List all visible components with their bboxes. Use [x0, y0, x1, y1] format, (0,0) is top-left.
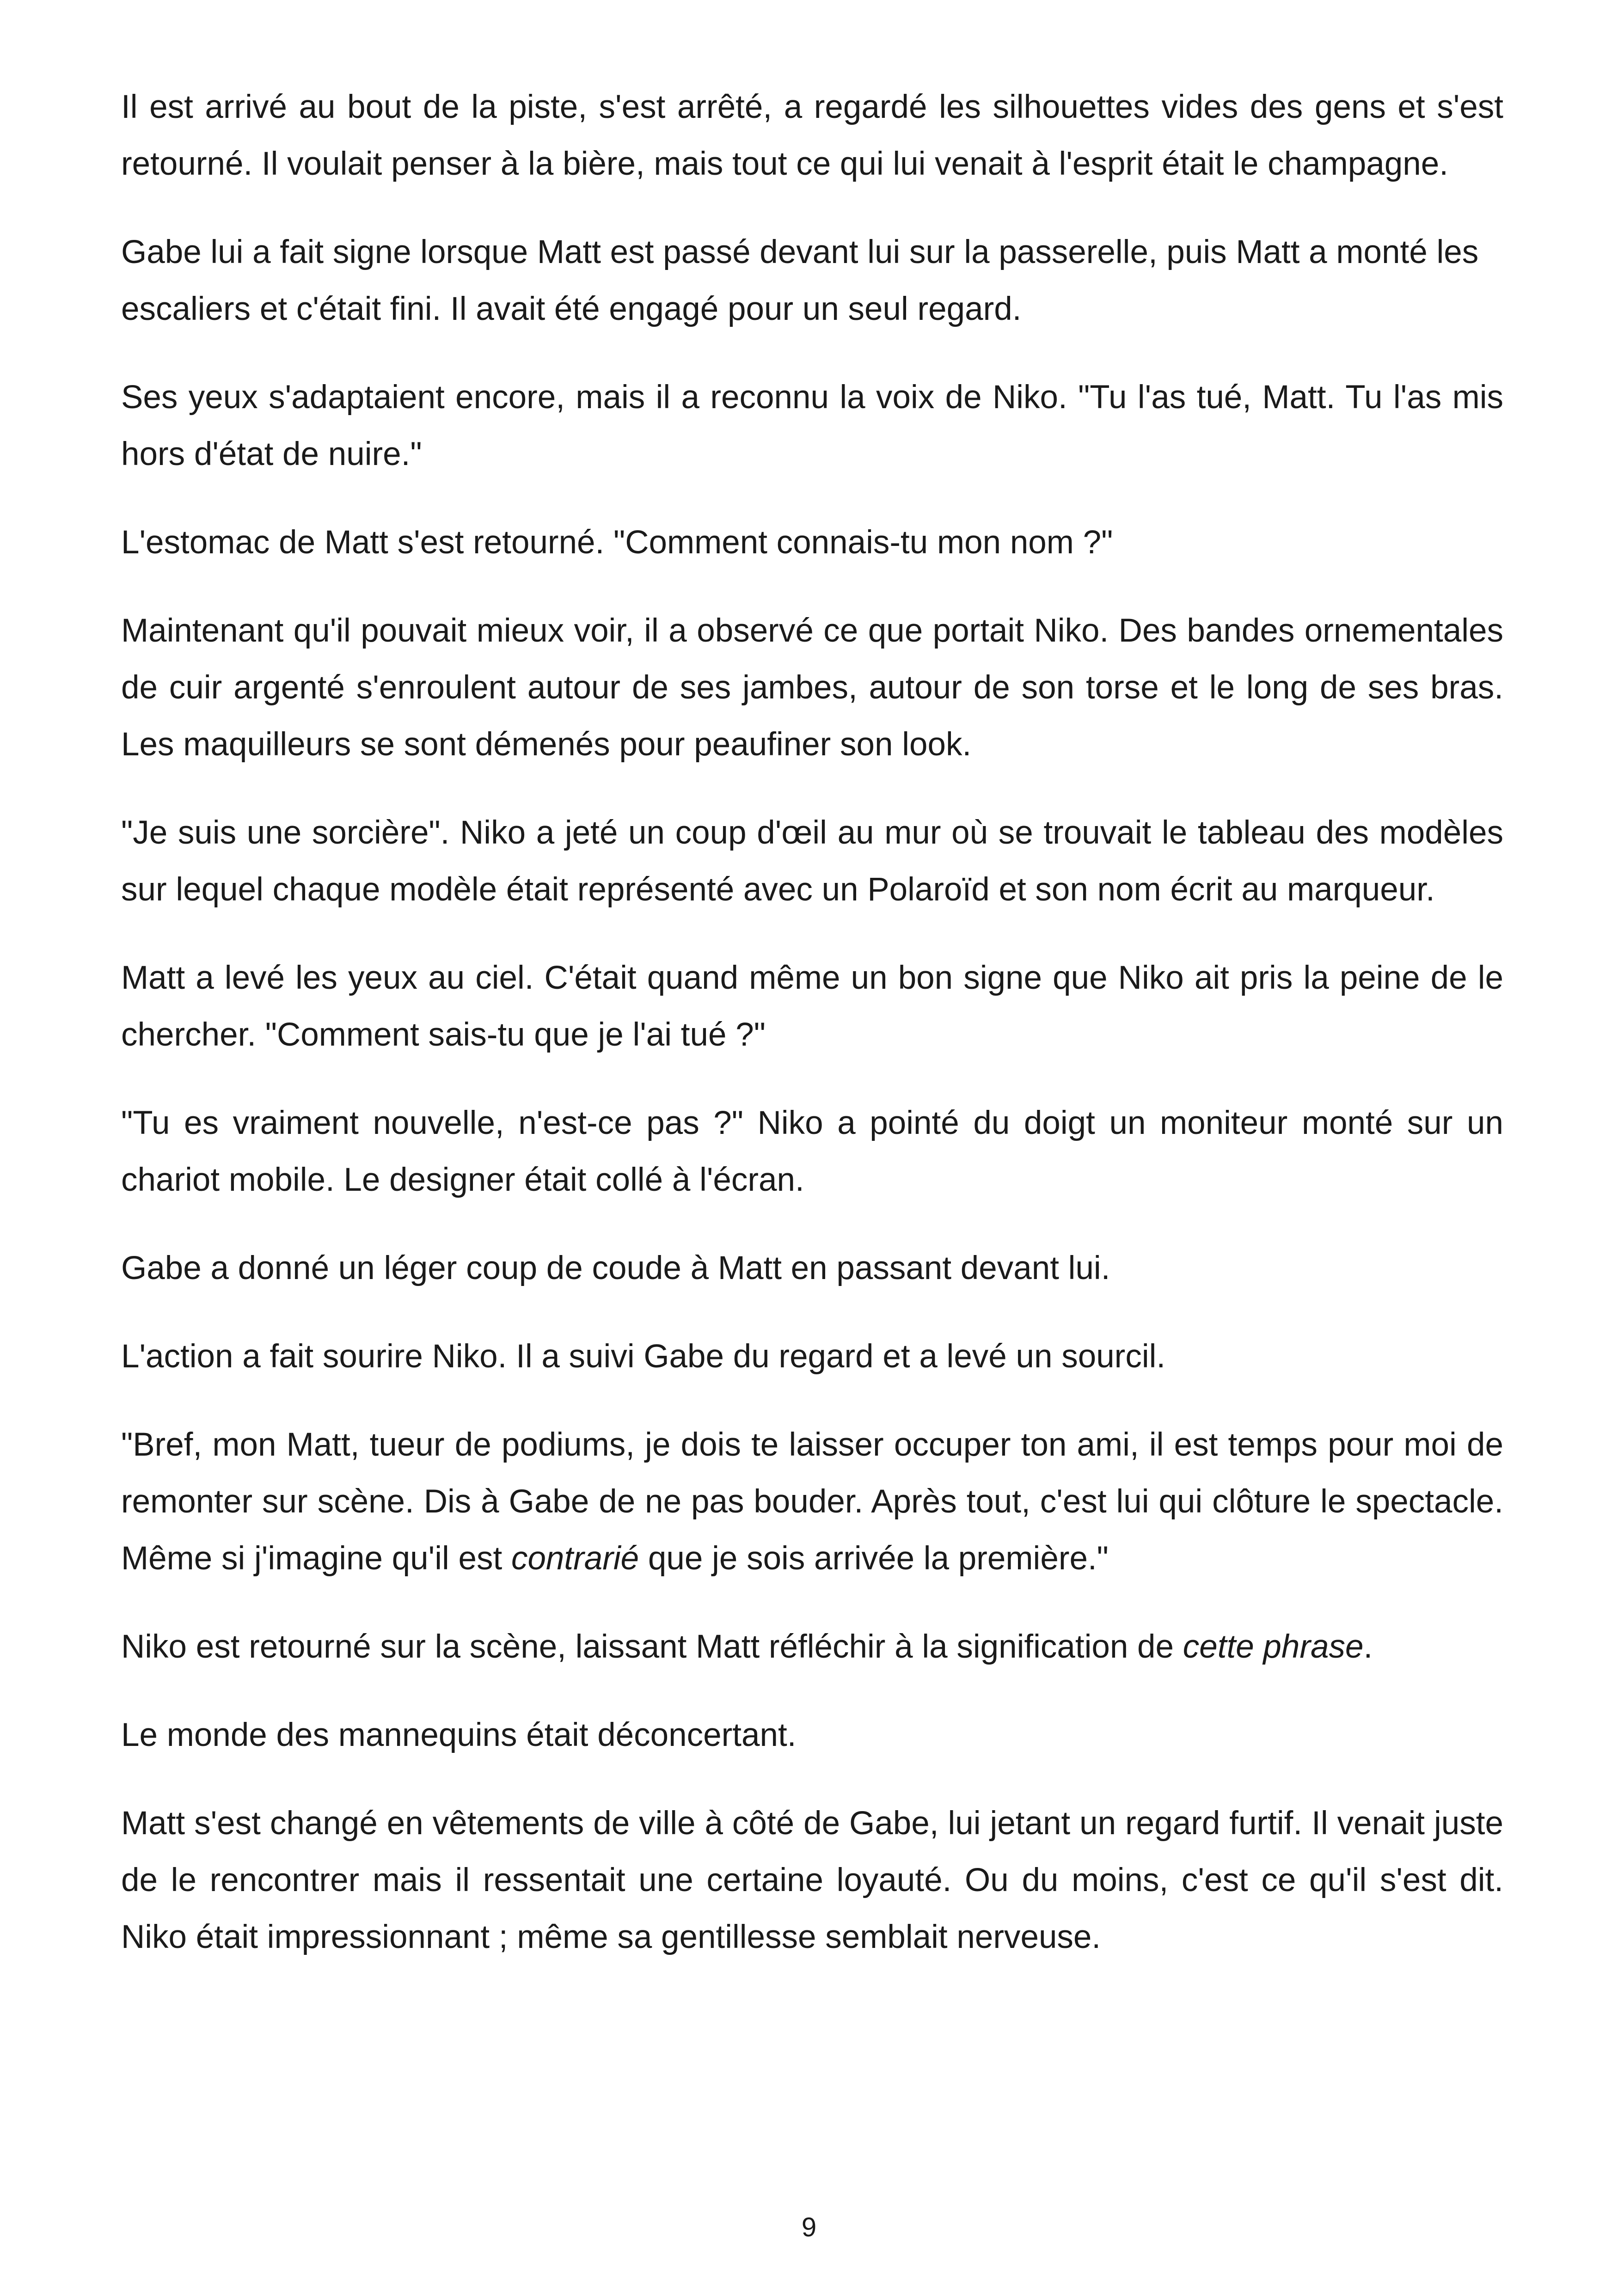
paragraph-4: L'estomac de Matt s'est retourné. "Comment connais-tu mon nom ?"	[121, 524, 1113, 561]
paragraph-8: "Tu es vraiment nouvelle, n'est-ce pas ?" Niko a pointé du doigt un moniteur monté sur un chariot mobile. Le designer était collé à l'écran.	[121, 1105, 1503, 1198]
paragraph-14: Matt s'est changé en vêtements de ville à côté de Gabe, lui jetant un regard furtif. Il venait juste de le rencontrer mais il ressentait une certaine loyauté. Ou du moins, c'est ce qu'il s'est dit. Niko était impressionnant ; même sa gentillesse semblait nerveuse.	[121, 1805, 1503, 1955]
paragraph-7: Matt a levé les yeux au ciel. C'était quand même un bon signe que Niko ait pris la peine de le chercher. "Comment sais-tu que je l'ai tué ?"	[121, 960, 1503, 1053]
paragraph-12-emphasis: cette phrase	[1183, 1629, 1364, 1665]
paragraph-12-text-after: .	[1363, 1629, 1373, 1665]
paragraph-12-text-before: Niko est retourné sur la scène, laissant Matt réfléchir à la signification de	[121, 1629, 1183, 1665]
paragraph-13: Le monde des mannequins était déconcertant.	[121, 1717, 797, 1753]
paragraph-5: Maintenant qu'il pouvait mieux voir, il a observé ce que portait Niko. Des bandes ornementales de cuir argenté s'enroulent autour de ses jambes, autour de son torse et le long de ses bras. Les maquilleurs se sont démenés pour peaufiner son look.	[121, 612, 1503, 763]
paragraph-11-text-after: que je sois arrivée la première."	[639, 1540, 1109, 1577]
paragraph-10: L'action a fait sourire Niko. Il a suivi Gabe du regard et a levé un sourcil.	[121, 1338, 1166, 1375]
body-text	[121, 79, 1503, 1997]
paragraph-11-emphasis: contrarié	[511, 1540, 639, 1577]
paragraph-11	[121, 1416, 1503, 1587]
paragraph-3: Ses yeux s'adaptaient encore, mais il a reconnu la voix de Niko. "Tu l'as tué, Matt. Tu l'as mis hors d'état de nuire."	[121, 379, 1503, 472]
paragraph-2: Gabe lui a fait signe lorsque Matt est passé devant lui sur la passerelle, puis Matt a monté les escaliers et c'était fini. Il avait été engagé pour un seul regard.	[121, 234, 1479, 327]
paragraph-6: "Je suis une sorcière". Niko a jeté un coup d'œil au mur où se trouvait le tableau des modèles sur lequel chaque modèle était représenté avec un Polaroïd et son nom écrit au marqueur.	[121, 814, 1503, 908]
paragraph-9: Gabe a donné un léger coup de coude à Matt en passant devant lui.	[121, 1250, 1110, 1286]
paragraph-12	[121, 1618, 1503, 1675]
paragraph-1: Il est arrivé au bout de la piste, s'est arrêté, a regardé les silhouettes vides des gens et s'est retourné. Il voulait penser à la bière, mais tout ce qui lui venait à l'esprit était le champagne.	[121, 89, 1503, 182]
paragraph-11-text-before: "Bref, mon Matt, tueur de podiums, je dois te laisser occuper ton ami, il est temps pour moi de remonter sur scène. Dis à Gabe de ne pas bouder. Après tout, c'est lui qui clôture le spectacle. Même si j'imagine qu'il est	[121, 1427, 1503, 1577]
page-number: 9	[801, 2212, 817, 2242]
